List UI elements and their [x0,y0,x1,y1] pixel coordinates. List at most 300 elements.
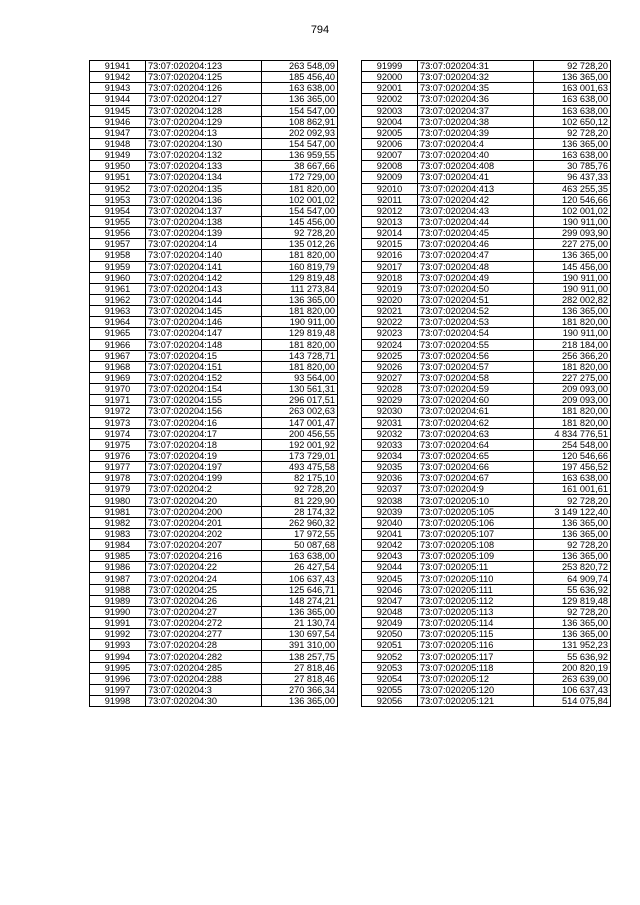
row-number: 92003 [362,105,418,116]
row-number: 92039 [362,506,418,517]
table-row [362,384,611,395]
register-table-right [361,60,611,707]
cadastral-value: 131 952,23 [534,640,611,651]
table-row [362,250,611,261]
cadastral-value: 190 911,00 [534,216,611,227]
table-row [362,473,611,484]
cadastral-number: 73:07:020204:43 [418,205,534,216]
cadastral-number: 73:07:020204:216 [146,551,262,562]
table-row [362,495,611,506]
cadastral-value: 4 834 776,51 [534,428,611,439]
row-number: 91987 [90,573,146,584]
cadastral-number: 73:07:020204:408 [418,161,534,172]
row-number: 92004 [362,116,418,127]
cadastral-value: 181 820,00 [534,417,611,428]
cadastral-value: 391 310,00 [262,640,338,651]
table-row [362,618,611,629]
cadastral-value: 296 017,51 [262,395,338,406]
cadastral-number: 73:07:020205:107 [418,528,534,539]
table-row [362,194,611,205]
cadastral-number: 73:07:020204:41 [418,172,534,183]
cadastral-number: 73:07:020204:197 [146,462,262,473]
table-row [362,138,611,149]
cadastral-value: 82 175,10 [262,473,338,484]
cadastral-number: 73:07:020204:202 [146,528,262,539]
cadastral-number: 73:07:020204:15 [146,350,262,361]
table-row [90,83,338,94]
row-number: 92027 [362,372,418,383]
cadastral-value: 200 456,55 [262,428,338,439]
table-row [90,183,338,194]
cadastral-value: 227 275,00 [534,372,611,383]
cadastral-number: 73:07:020204:67 [418,473,534,484]
row-number: 91976 [90,450,146,461]
cadastral-number: 73:07:020204:44 [418,216,534,227]
cadastral-number: 73:07:020204:42 [418,194,534,205]
row-number: 92015 [362,239,418,250]
cadastral-number: 73:07:020204:272 [146,618,262,629]
cadastral-number: 73:07:020204:40 [418,150,534,161]
table-row [90,495,338,506]
row-number: 91971 [90,395,146,406]
cadastral-value: 163 638,00 [534,94,611,105]
cadastral-number: 73:07:020204:141 [146,261,262,272]
table-row [90,640,338,651]
row-number: 92016 [362,250,418,261]
table-row [90,306,338,317]
row-number: 92006 [362,138,418,149]
row-number: 91941 [90,61,146,72]
cadastral-number: 73:07:020204:156 [146,406,262,417]
row-number: 92000 [362,72,418,83]
row-number: 91985 [90,551,146,562]
cadastral-value: 108 862,91 [262,116,338,127]
cadastral-value: 120 546,66 [534,194,611,205]
register-table-left [89,60,338,707]
row-number: 92044 [362,562,418,573]
cadastral-number: 73:07:020205:10 [418,495,534,506]
cadastral-number: 73:07:020205:12 [418,673,534,684]
cadastral-number: 73:07:020204:38 [418,116,534,127]
cadastral-number: 73:07:020204:3 [146,684,262,695]
cadastral-number: 73:07:020204:136 [146,194,262,205]
cadastral-number: 73:07:020204:138 [146,216,262,227]
row-number: 92012 [362,205,418,216]
cadastral-number: 73:07:020204:135 [146,183,262,194]
cadastral-value: 136 365,00 [534,528,611,539]
cadastral-number: 73:07:020204:139 [146,228,262,239]
row-number: 91970 [90,384,146,395]
cadastral-number: 73:07:020204:61 [418,406,534,417]
table-row [362,629,611,640]
cadastral-number: 73:07:020204:207 [146,540,262,551]
cadastral-value: 81 229,90 [262,495,338,506]
cadastral-value: 227 275,00 [534,239,611,250]
cadastral-number: 73:07:020204:277 [146,629,262,640]
table-row [90,551,338,562]
cadastral-number: 73:07:020204:63 [418,428,534,439]
cadastral-value: 173 729,01 [262,450,338,461]
cadastral-number: 73:07:020205:11 [418,562,534,573]
table-row [90,618,338,629]
table-row [90,72,338,83]
table-row [90,606,338,617]
cadastral-value: 92 728,20 [534,495,611,506]
row-number: 91982 [90,517,146,528]
cadastral-value: 209 093,00 [534,384,611,395]
cadastral-value: 136 365,00 [534,306,611,317]
table-row [362,439,611,450]
cadastral-value: 129 819,48 [534,595,611,606]
row-number: 92052 [362,651,418,662]
cadastral-value: 190 911,00 [534,283,611,294]
cadastral-value: 181 820,00 [262,183,338,194]
cadastral-number: 73:07:020204:62 [418,417,534,428]
row-number: 91981 [90,506,146,517]
table-row [90,439,338,450]
row-number: 91995 [90,662,146,673]
cadastral-value: 172 729,00 [262,172,338,183]
cadastral-value: 163 001,63 [534,83,611,94]
cadastral-number: 73:07:020204:14 [146,239,262,250]
table-row [362,150,611,161]
cadastral-value: 92 728,20 [534,540,611,551]
cadastral-number: 73:07:020204:130 [146,138,262,149]
table-row [90,629,338,640]
cadastral-value: 93 564,00 [262,372,338,383]
table-row [362,350,611,361]
row-number: 92046 [362,584,418,595]
table-row [362,484,611,495]
cadastral-value: 282 002,82 [534,294,611,305]
cadastral-value: 190 911,00 [534,272,611,283]
row-number: 91988 [90,584,146,595]
cadastral-value: 148 274,21 [262,595,338,606]
table-row [90,61,338,72]
cadastral-value: 263 548,09 [262,61,338,72]
cadastral-value: 136 959,55 [262,150,338,161]
row-number: 91974 [90,428,146,439]
row-number: 91943 [90,83,146,94]
cadastral-number: 73:07:020204:58 [418,372,534,383]
table-row [90,361,338,372]
table-row [362,272,611,283]
cadastral-value: 55 636,92 [534,584,611,595]
cadastral-number: 73:07:020204:9 [418,484,534,495]
cadastral-value: 30 785,76 [534,161,611,172]
cadastral-value: 163 638,00 [262,83,338,94]
table-row [90,116,338,127]
cadastral-value: 181 820,00 [534,317,611,328]
table-row [90,328,338,339]
cadastral-value: 163 638,00 [262,551,338,562]
row-number: 92053 [362,662,418,673]
row-number: 91996 [90,673,146,684]
cadastral-number: 73:07:020204:18 [146,439,262,450]
table-row [90,651,338,662]
cadastral-value: 130 697,54 [262,629,338,640]
row-number: 92056 [362,696,418,707]
cadastral-number: 73:07:020204:151 [146,361,262,372]
table-row [362,94,611,105]
cadastral-number: 73:07:020204:144 [146,294,262,305]
row-number: 92033 [362,439,418,450]
cadastral-number: 73:07:020204:56 [418,350,534,361]
table-row [90,595,338,606]
cadastral-value: 96 437,33 [534,172,611,183]
cadastral-number: 73:07:020204:64 [418,439,534,450]
cadastral-number: 73:07:020204:17 [146,428,262,439]
row-number: 92030 [362,406,418,417]
table-row [362,261,611,272]
cadastral-number: 73:07:020204:132 [146,150,262,161]
cadastral-number: 73:07:020204:147 [146,328,262,339]
table-row [362,361,611,372]
cadastral-value: 190 911,00 [262,317,338,328]
table-row [362,239,611,250]
cadastral-value: 145 456,00 [534,261,611,272]
cadastral-number: 73:07:020204:36 [418,94,534,105]
cadastral-number: 73:07:020204:52 [418,306,534,317]
table-row [90,372,338,383]
cadastral-value: 262 960,32 [262,517,338,528]
row-number: 91975 [90,439,146,450]
cadastral-value: 254 548,00 [534,439,611,450]
table-row [90,462,338,473]
row-number: 91959 [90,261,146,272]
row-number: 91961 [90,283,146,294]
cadastral-value: 263 639,00 [534,673,611,684]
cadastral-number: 73:07:020205:106 [418,517,534,528]
table-row [90,406,338,417]
cadastral-value: 192 001,92 [262,439,338,450]
cadastral-number: 73:07:020205:110 [418,573,534,584]
cadastral-number: 73:07:020204:31 [418,61,534,72]
cadastral-value: 106 637,43 [262,573,338,584]
row-number: 92021 [362,306,418,317]
row-number: 92045 [362,573,418,584]
cadastral-number: 73:07:020204:413 [418,183,534,194]
cadastral-value: 163 638,00 [534,150,611,161]
cadastral-number: 73:07:020204:129 [146,116,262,127]
cadastral-number: 73:07:020204:26 [146,595,262,606]
row-number: 92017 [362,261,418,272]
table-row [90,673,338,684]
row-number: 91949 [90,150,146,161]
table-row [362,606,611,617]
cadastral-value: 181 820,00 [262,306,338,317]
cadastral-number: 73:07:020204:282 [146,651,262,662]
cadastral-number: 73:07:020204:146 [146,317,262,328]
row-number: 91946 [90,116,146,127]
cadastral-number: 73:07:020204:54 [418,328,534,339]
cadastral-value: 92 728,20 [262,484,338,495]
cadastral-value: 50 087,68 [262,540,338,551]
cadastral-value: 136 365,00 [262,294,338,305]
table-row [362,294,611,305]
table-row [362,161,611,172]
table-row [90,350,338,361]
row-number: 91944 [90,94,146,105]
cadastral-number: 73:07:020204:47 [418,250,534,261]
table-row [362,183,611,194]
cadastral-value: 27 818,46 [262,673,338,684]
cadastral-value: 64 909,74 [534,573,611,584]
row-number: 91952 [90,183,146,194]
cadastral-number: 73:07:020204:28 [146,640,262,651]
cadastral-number: 73:07:020204:4 [418,138,534,149]
row-number: 91968 [90,361,146,372]
cadastral-number: 73:07:020204:134 [146,172,262,183]
table-row [362,372,611,383]
table-row [362,684,611,695]
cadastral-number: 73:07:020204:32 [418,72,534,83]
table-row [90,339,338,350]
cadastral-number: 73:07:020204:46 [418,239,534,250]
table-row [90,172,338,183]
cadastral-value: 514 075,84 [534,696,611,707]
cadastral-number: 73:07:020204:152 [146,372,262,383]
row-number: 92036 [362,473,418,484]
cadastral-value: 3 149 122,40 [534,506,611,517]
row-number: 91945 [90,105,146,116]
cadastral-number: 73:07:020204:48 [418,261,534,272]
cadastral-value: 136 365,00 [534,551,611,562]
row-number: 92029 [362,395,418,406]
cadastral-number: 73:07:020204:125 [146,72,262,83]
cadastral-number: 73:07:020204:45 [418,228,534,239]
cadastral-value: 181 820,00 [534,406,611,417]
row-number: 91990 [90,606,146,617]
cadastral-value: 130 561,31 [262,384,338,395]
row-number: 91964 [90,317,146,328]
cadastral-value: 136 365,00 [534,250,611,261]
table-row [362,551,611,562]
cadastral-value: 218 184,00 [534,339,611,350]
table-row [90,261,338,272]
table-row [90,272,338,283]
row-number: 91956 [90,228,146,239]
table-row [362,283,611,294]
table-row [90,484,338,495]
table-row [90,584,338,595]
cadastral-value: 147 001,47 [262,417,338,428]
cadastral-value: 160 819,79 [262,261,338,272]
table-row [90,138,338,149]
table-row [90,450,338,461]
cadastral-value: 136 365,00 [534,618,611,629]
cadastral-value: 190 911,00 [534,328,611,339]
row-number: 92007 [362,150,418,161]
table-row [362,205,611,216]
cadastral-number: 73:07:020204:50 [418,283,534,294]
cadastral-number: 73:07:020205:109 [418,551,534,562]
table-row [362,72,611,83]
table-row [362,395,611,406]
row-number: 91977 [90,462,146,473]
cadastral-number: 73:07:020204:155 [146,395,262,406]
row-number: 92005 [362,127,418,138]
table-row [90,473,338,484]
cadastral-number: 73:07:020204:16 [146,417,262,428]
cadastral-value: 181 820,00 [262,339,338,350]
table-row [362,540,611,551]
table-row [90,194,338,205]
row-number: 91947 [90,127,146,138]
row-number: 91998 [90,696,146,707]
row-number: 91960 [90,272,146,283]
table-row [362,61,611,72]
row-number: 92040 [362,517,418,528]
table-row [362,584,611,595]
cadastral-value: 55 636,92 [534,651,611,662]
row-number: 91984 [90,540,146,551]
cadastral-number: 73:07:020205:112 [418,595,534,606]
cadastral-number: 73:07:020204:128 [146,105,262,116]
row-number: 91963 [90,306,146,317]
table-row [362,116,611,127]
row-number: 92048 [362,606,418,617]
row-number: 92010 [362,183,418,194]
cadastral-number: 73:07:020204:154 [146,384,262,395]
table-row [362,450,611,461]
row-number: 92037 [362,484,418,495]
cadastral-value: 154 547,00 [262,105,338,116]
cadastral-value: 120 546,66 [534,450,611,461]
table-row [90,228,338,239]
table-row [362,662,611,673]
cadastral-number: 73:07:020204:30 [146,696,262,707]
table-row [362,127,611,138]
table-row [362,673,611,684]
table-row [362,83,611,94]
cadastral-value: 136 365,00 [534,72,611,83]
row-number: 92035 [362,462,418,473]
row-number: 91992 [90,629,146,640]
table-row [362,328,611,339]
row-number: 91948 [90,138,146,149]
cadastral-value: 136 365,00 [262,94,338,105]
row-number: 91967 [90,350,146,361]
table-row [90,161,338,172]
row-number: 92024 [362,339,418,350]
cadastral-value: 129 819,48 [262,272,338,283]
cadastral-value: 299 093,90 [534,228,611,239]
table-row [362,428,611,439]
cadastral-number: 73:07:020205:121 [418,696,534,707]
table-row [362,640,611,651]
row-number: 92018 [362,272,418,283]
cadastral-value: 102 001,02 [262,194,338,205]
table-row [90,216,338,227]
cadastral-value: 181 820,00 [262,361,338,372]
table-row [362,306,611,317]
cadastral-number: 73:07:020204:35 [418,83,534,94]
row-number: 91950 [90,161,146,172]
cadastral-number: 73:07:020204:65 [418,450,534,461]
table-row [90,417,338,428]
cadastral-value: 92 728,20 [534,606,611,617]
cadastral-value: 26 427,54 [262,562,338,573]
row-number: 92013 [362,216,418,227]
row-number: 91969 [90,372,146,383]
table-row [90,127,338,138]
row-number: 92002 [362,94,418,105]
row-number: 92009 [362,172,418,183]
cadastral-number: 73:07:020204:57 [418,361,534,372]
cadastral-number: 73:07:020204:143 [146,283,262,294]
row-number: 91954 [90,205,146,216]
